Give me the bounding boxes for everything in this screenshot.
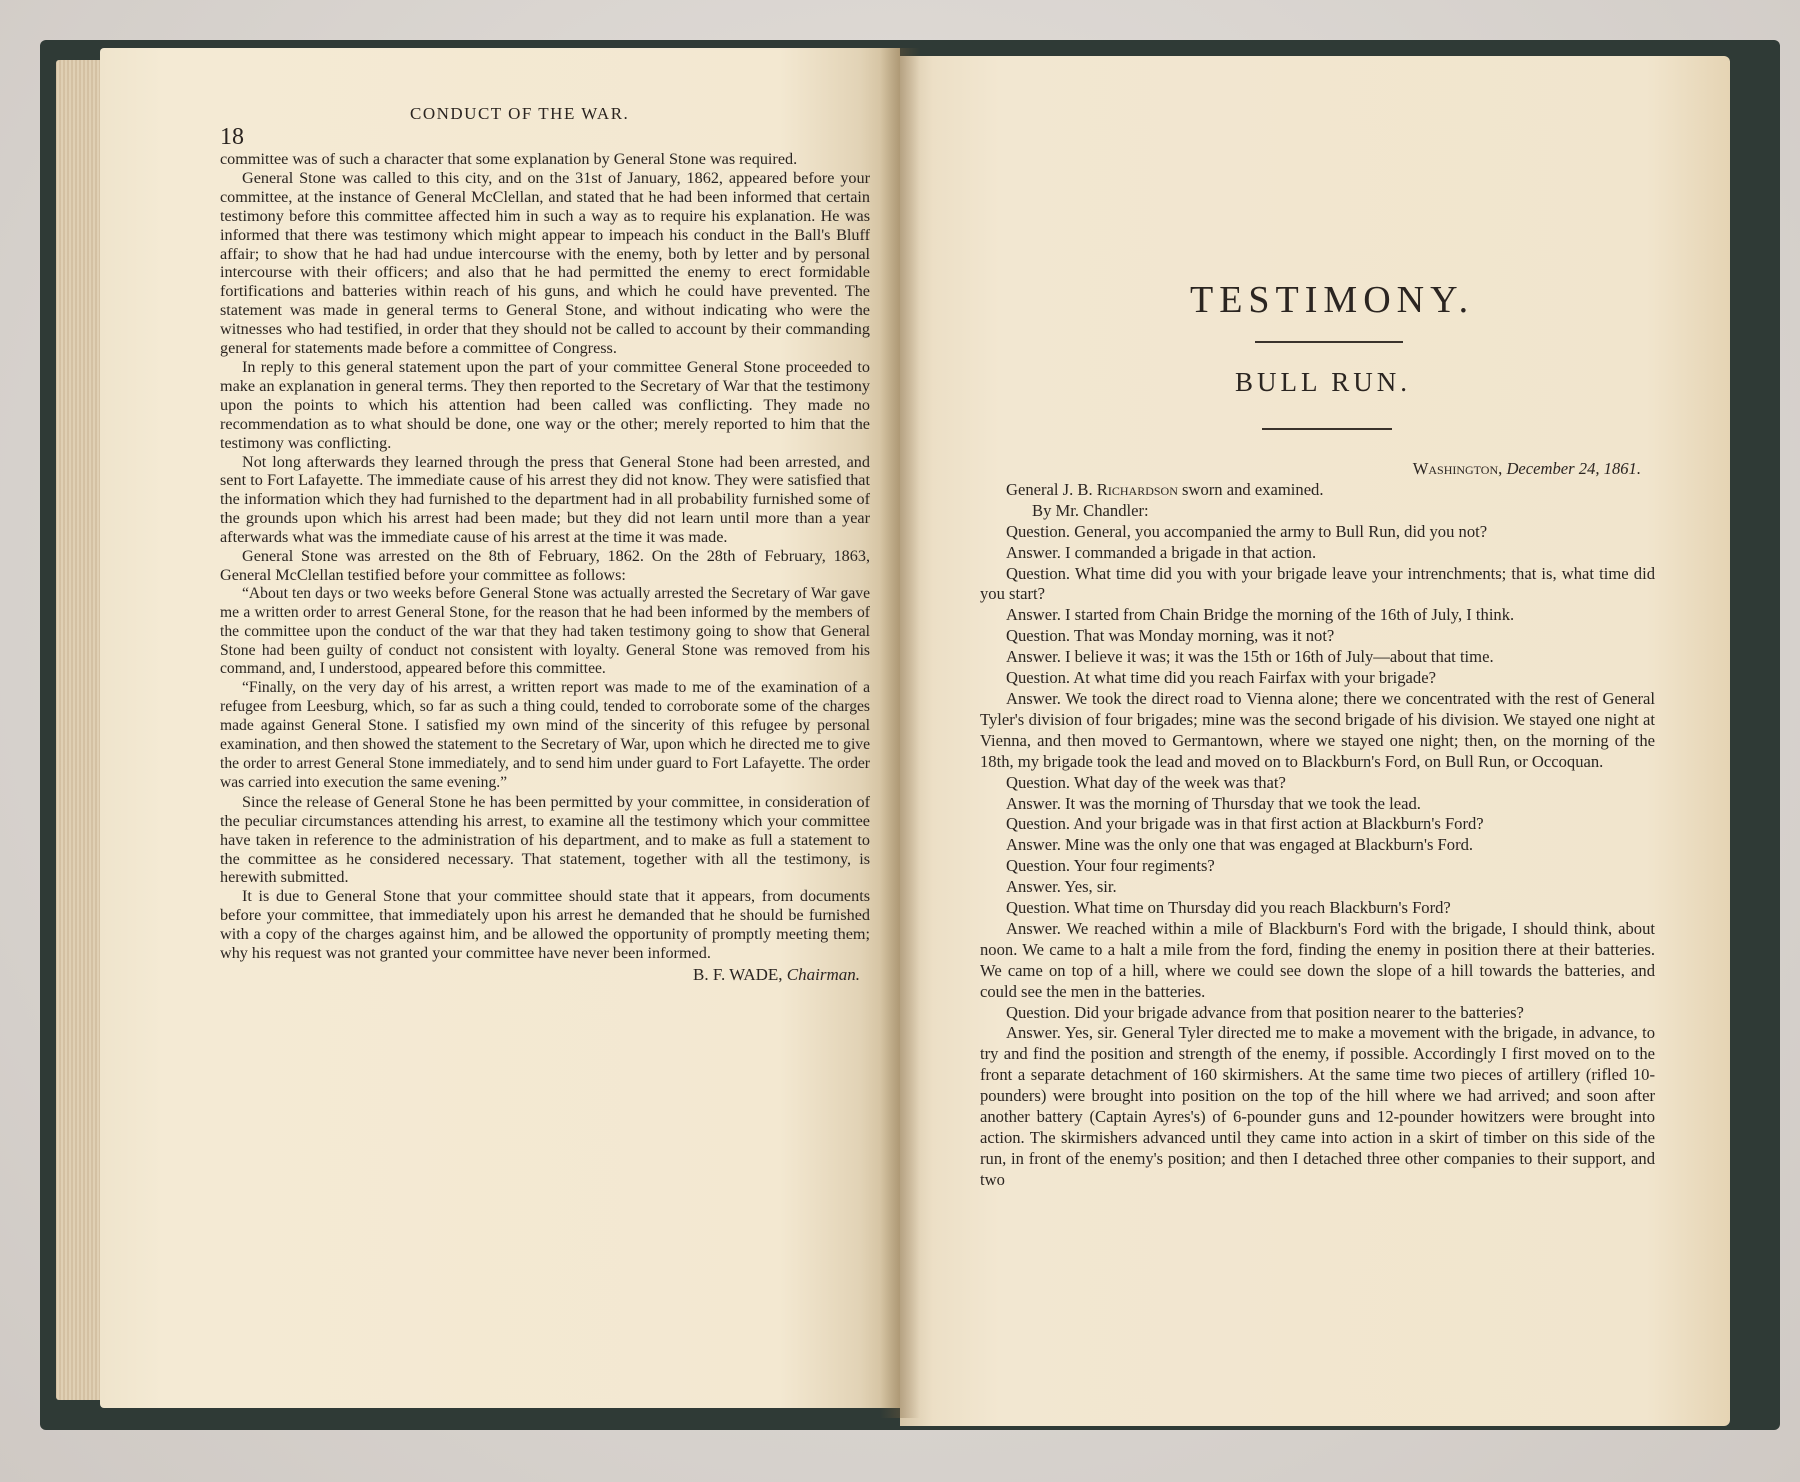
quoted-paragraph: “About ten days or two weeks before General Stone was actually arrested the Secretary of War gave me a written order to arrest General Stone, for the reason that he had been informed by the members of the committee upon the conduct of the war that they had taken testimony going to show that General Stone had been guilty of conduct not consistent with loyalty. General Stone was removed from his command, and, I understood, appeared before this committee. — [220, 584, 870, 678]
qa-line: Question. General, you accompanied the army to Bull Run, did you not? — [1006, 521, 1488, 541]
qa-line: Answer. We took the direct road to Vienna alone; there we concentrated with the rest of General Tyler's division of four brigades; mine was the second brigade of his division. We stayed one night at Vienna, and then moved to Germantown, where we stayed one night; then, on the morning of the 18th, my brigade took the lead and moved on to Blackburn's Ford, on Bull Run, or Occoquan. — [980, 688, 1655, 771]
qa-line: Question. What time did you with your brigade leave your intrenchments; that is, what time did you start? — [980, 563, 1655, 604]
witness-name: Richardson — [1096, 479, 1178, 499]
paragraph: In reply to this general statement upon the part of your committee General Stone proceeded to make an explanation in general terms. They then reported to the Secretary of War that the testimony upon the points to which his attention had been called was conflicting. They made no recommendation as to what should be done, one way or the other; merely reported to him that the testimony was conflicting. — [220, 357, 870, 452]
witness-rest: sworn and examined. — [1182, 479, 1324, 499]
left-text-column — [220, 150, 870, 985]
qa-line: Question. Did your brigade advance from that position nearer to the batteries? — [1006, 1002, 1524, 1022]
witness-title: General J. B. — [1006, 479, 1093, 499]
right-text-column — [980, 459, 1655, 1191]
paragraph: Since the release of General Stone he has been permitted by your committee, in consideration of the peculiar circumstances attending his arrest, to examine all the testimony which your committee have taken in reference to the administration of his department, and to make as full a statement to the committee as he considered necessary. That statement, together with all the testimony, is herewith submitted. — [220, 792, 870, 887]
witness-line — [980, 480, 1655, 501]
signature-title: Chairman. — [786, 964, 860, 984]
paragraph: General Stone was called to this city, and on the 31st of January, 1862, appeared before your committee, at the instance of General McClellan, and stated that he had been informed that certain testimony before this committee affected him in such a way as to require his explanation. He was informed that there was testimony which might appear to impeach his conduct in the Ball's Bluff affair; to show that he had had undue intercourse with the enemy, both by letter and by personal intercourse with their officers; and also that he had permitted the enemy to erect formidable fortifications and batteries within reach of his guns, and which he could have prevented. The statement was made in general terms to General Stone, and without indicating who were the witnesses who had testified, in order that they should not be called to account by their commanding general for statements made before a committee of Congress. — [220, 168, 870, 358]
qa-line: Question. Your four regiments? — [1006, 856, 1215, 876]
qa-line: Answer. Mine was the only one that was engaged at Blackburn's Ford. — [1006, 835, 1474, 855]
heading-rule — [1255, 341, 1403, 343]
qa-line: Question. What day of the week was that? — [1006, 772, 1286, 792]
paragraph: It is due to General Stone that your committee should state that it appears, from documents before your committee, that immediately upon his arrest he demanded that he should be furnished with a copy of the charges against him, and be allowed the opportunity of promptly meeting them; why his request was not granted your committee have never been informed. — [220, 887, 870, 963]
subheading-rule — [1262, 428, 1392, 430]
qa-line: Question. That was Monday morning, was it not? — [1006, 626, 1335, 646]
dateline-place: Washington, — [1412, 459, 1503, 478]
qa-line: Question. What time on Thursday did you reach Blackburn's Ford? — [1006, 898, 1451, 918]
paragraph: General Stone was arrested on the 8th of February, 1862. On the 28th of February, 1863, General McClellan testified before your committee as follows: — [220, 547, 870, 584]
qa-line: Answer. I commanded a brigade in that action. — [1006, 542, 1317, 562]
dateline-date: December 24, 1861. — [1506, 459, 1641, 478]
running-head: CONDUCT OF THE WAR. — [410, 104, 630, 123]
qa-line: Answer. Yes, sir. General Tyler directed me to make a movement with the brigade, in advance, to try and find the position and strength of the enemy, if possible. Accordingly I first moved on to the front a separate detachment of 160 skirmishers. At the same time two pieces of artillery (rifled 10-pounders) were brought into position on the top of the hill where we had arrived; and soon after another battery (Captain Ayres's) of 6-pounder guns and 12-pounder howitzers were brought into action. The skirmishers advanced until they came into action in a skirt of timber on this side of the run, in front of the enemy's position; and then I detached three other companies to their support, and two — [980, 1023, 1655, 1189]
qa-line: Answer. I started from Chain Bridge the morning of the 16th of July, I think. — [1006, 605, 1515, 625]
section-heading: TESTIMONY. — [1190, 279, 1475, 321]
page-edges — [56, 60, 106, 1400]
qa-line: Question. At what time did you reach Fairfax with your brigade? — [1006, 668, 1436, 688]
quoted-paragraph: “Finally, on the very day of his arrest, a written report was made to me of the examination of a refugee from Leesburg, which, so far as such a thing could, tended to corroborate some of the charges made against General Stone. I satisfied my own mind of the sincerity of this refugee by personal examination, and then showed the statement to the Secretary of War, upon which he directed me to give the order to arrest General Stone immediately, and to send him under guard to Fort Lafayette. The order was carried into execution the same evening.” — [220, 679, 870, 791]
paragraph: Not long afterwards they learned through the press that General Stone had been arrested, and sent to Fort Lafayette. The immediate cause of his arrest they did not know. They were satisfied that the information which they had furnished to the department had in all probability furnished some of the grounds upon which his arrest had been made; but they did not learn until more than a year afterwards what was the immediate cause of his arrest at the time it was made. — [220, 452, 870, 547]
qa-line: Answer. It was the morning of Thursday that we took the lead. — [1006, 793, 1421, 813]
page-number: 18 — [220, 124, 244, 150]
qa-line: Question. And your brigade was in that first action at Blackburn's Ford? — [1006, 814, 1484, 834]
qa-line: Answer. I believe it was; it was the 15th or 16th of July—about that time. — [1006, 647, 1494, 667]
dateline — [980, 459, 1655, 480]
signature — [220, 966, 870, 985]
examiner-line: By Mr. Chandler: — [1032, 500, 1149, 520]
paragraph: committee was of such a character that some explanation by General Stone was required. — [220, 150, 798, 168]
signature-name: B. F. WADE, — [693, 964, 783, 984]
qa-line: Answer. We reached within a mile of Blackburn's Ford with the brigade, I should think, about noon. We came to a halt a mile from the ford, finding the enemy in position there at their batteries. We came on top of a hill, where we could see down the slope of a hill towards the batteries, and could see the men in the batteries. — [980, 918, 1655, 1001]
section-subheading: BULL RUN. — [1235, 367, 1411, 397]
book-gutter — [880, 48, 920, 1418]
qa-line: Answer. Yes, sir. — [1006, 877, 1117, 897]
